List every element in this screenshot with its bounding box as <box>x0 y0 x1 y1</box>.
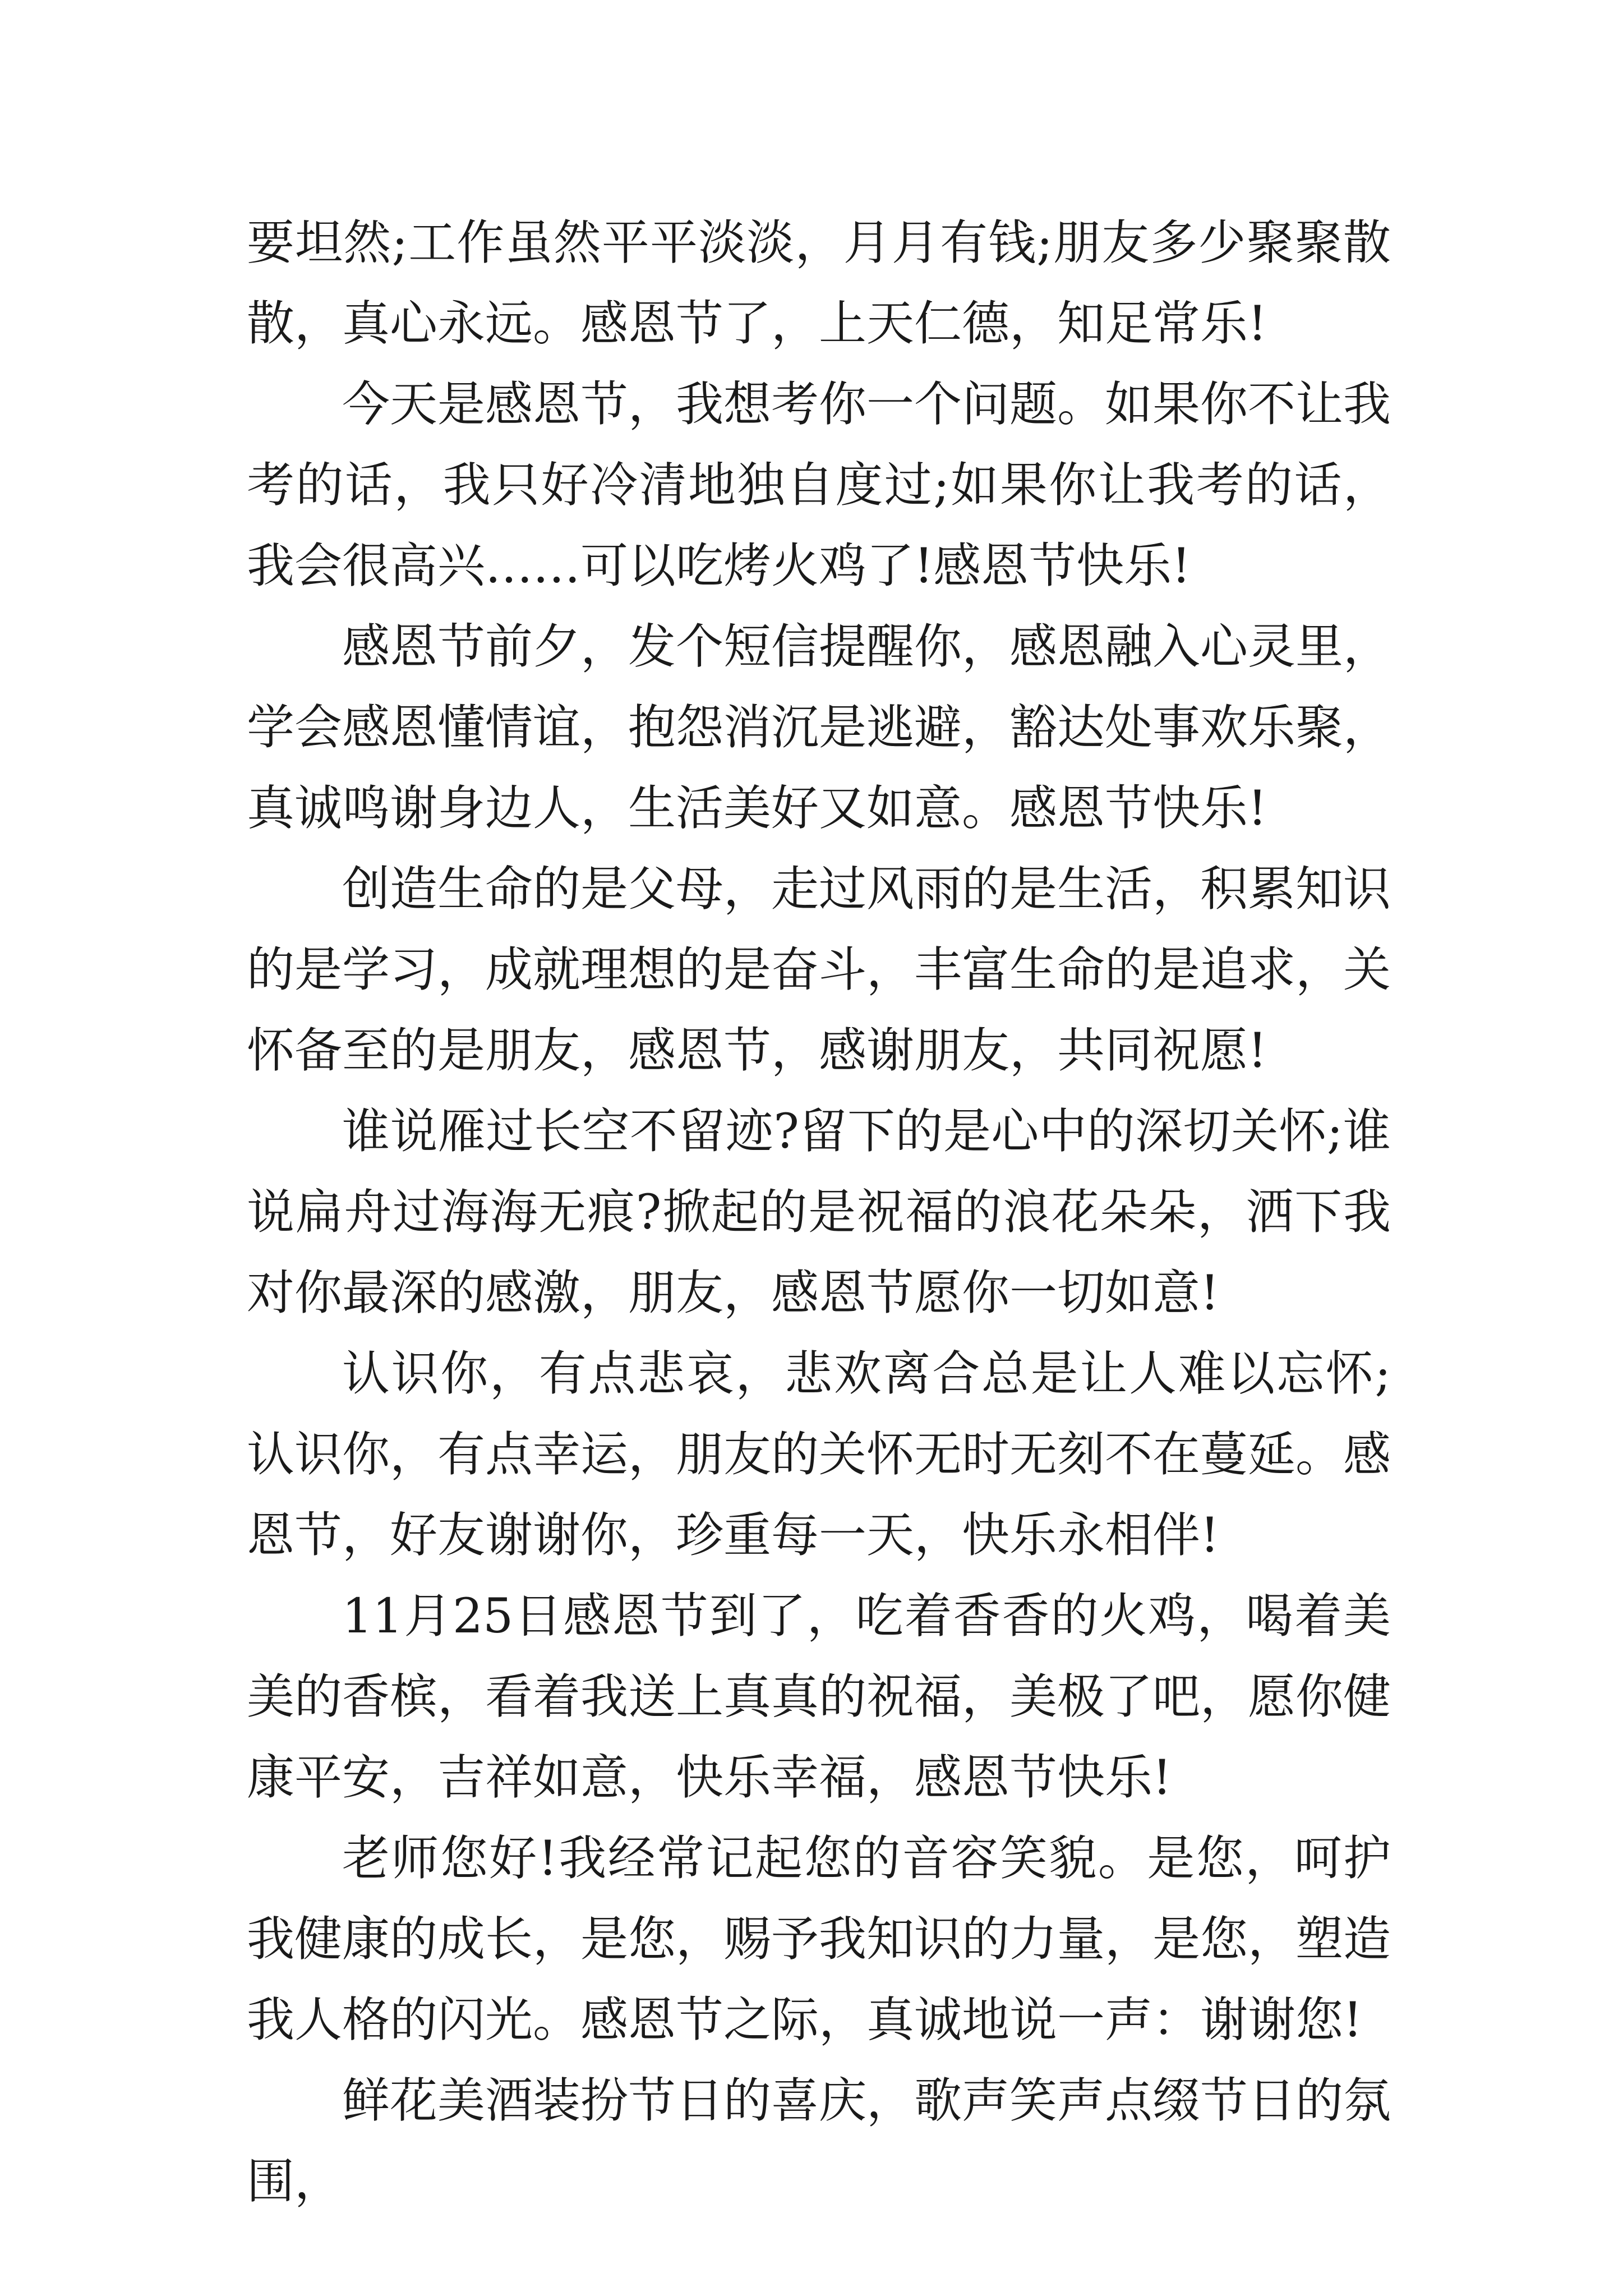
paragraph: 老师您好!我经常记起您的音容笑貌。是您，呵护我健康的成长，是您，赐予我知识的力量，是您，塑造我人格的闪光。感恩节之际，真诚地说一声：谢谢您! <box>247 1831 1391 2048</box>
paragraph: 认识你，有点悲哀，悲欢离合总是让人难以忘怀;认识你，有点幸运，朋友的关怀无时无刻不在蔓延。感恩节，好友谢谢你，珍重每一天，快乐永相伴! <box>247 1346 1391 1563</box>
paragraph: 11月25日感恩节到了，吃着香香的火鸡，喝着美美的香槟，看着我送上真真的祝福，美极了吧，愿你健康平安，吉祥如意，快乐幸福，感恩节快乐! <box>247 1589 1391 1806</box>
paragraph: 鲜花美酒装扮节日的喜庆，歌声笑声点缀节日的氛围， <box>247 2073 1391 2210</box>
document-body <box>247 203 1391 2223</box>
paragraph: 要坦然;工作虽然平平淡淡，月月有钱;朋友多少聚聚散散，真心永远。感恩节了，上天仁德，知足常乐! <box>247 215 1391 352</box>
paragraph: 今天是感恩节，我想考你一个问题。如果你不让我考的话，我只好冷清地独自度过;如果你让我考的话，我会很高兴……可以吃烤火鸡了!感恩节快乐! <box>247 377 1391 594</box>
paragraph: 创造生命的是父母，走过风雨的是生活，积累知识的是学习，成就理想的是奋斗，丰富生命的是追求，关怀备至的是朋友，感恩节，感谢朋友，共同祝愿! <box>247 862 1391 1079</box>
paragraph: 谁说雁过长空不留迹?留下的是心中的深切关怀;谁说扁舟过海海无痕?掀起的是祝福的浪花朵朵，洒下我对你最深的感激，朋友，感恩节愿你一切如意! <box>247 1104 1391 1321</box>
paragraph: 感恩节前夕，发个短信提醒你，感恩融入心灵里，学会感恩懂情谊，抱怨消沉是逃避，豁达处事欢乐聚，真诚鸣谢身边人，生活美好又如意。感恩节快乐! <box>247 619 1391 836</box>
